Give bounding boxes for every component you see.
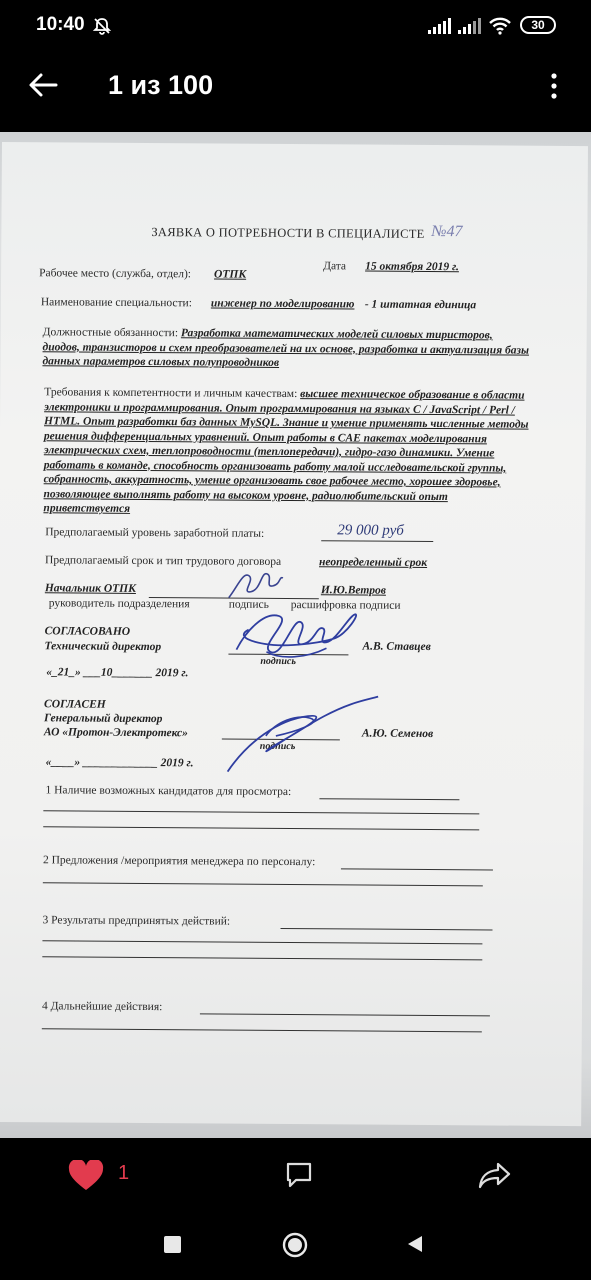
- battery-indicator: 30: [520, 16, 556, 34]
- general-director-name: А.Ю. Семенов: [361, 727, 434, 741]
- section-next-steps: 4 Дальнейшие действия:: [41, 1000, 163, 1014]
- system-navigation-bar: [0, 1210, 591, 1280]
- section-results: 3 Результаты предпринятых действий:: [42, 914, 231, 928]
- signal-icon-sim2: [458, 18, 482, 34]
- requirements-line: решения дифференциальных уравнений. Опыт работы в CAE пакетах моделирования: [43, 429, 487, 445]
- salary-value: 29 000 руб: [337, 522, 404, 539]
- back-arrow-icon[interactable]: [26, 70, 60, 100]
- workplace-label: Рабочее место (служба, отдел):: [39, 267, 192, 281]
- signature-caption-sign: подпись: [228, 598, 269, 611]
- contract-term-label: Предполагаемый срок и тип трудового договора: [45, 554, 282, 568]
- home-button[interactable]: [282, 1232, 308, 1258]
- requirements-line: HTML. Опыт разработки баз данных MySQL. Знание и умение применять численные методы: [44, 415, 529, 431]
- more-options-icon[interactable]: [544, 72, 564, 100]
- requirements-block: [43, 385, 574, 519]
- agreed-heading: СОГЛАСОВАНО: [44, 625, 131, 638]
- specialty-tail: - 1 штатная единица: [364, 298, 477, 312]
- wifi-icon: [488, 16, 512, 36]
- technical-director-title: Технический директор: [44, 640, 162, 654]
- specialty-label: Наименование специальности:: [40, 296, 192, 310]
- specialty-value: инженер по моделированию: [210, 297, 355, 311]
- photo-viewer[interactable]: [0, 132, 591, 1138]
- like-heart-icon[interactable]: [68, 1160, 104, 1192]
- document-number-note: №47: [431, 223, 463, 241]
- share-icon[interactable]: [478, 1160, 512, 1190]
- status-bar: [0, 0, 591, 52]
- notifications-off-icon: [92, 16, 112, 36]
- company-name: АО «Протон-Электротекс»: [43, 726, 188, 740]
- document-photo: [0, 142, 588, 1126]
- photo-actions-bar: [0, 1138, 591, 1210]
- general-director-title: Генеральный директор: [43, 712, 163, 726]
- duties-label: Должностные обязанности:: [42, 326, 179, 340]
- signature-caption-role: руководитель подразделения: [48, 597, 190, 611]
- requirements-line: высшее техническое образование в области: [300, 388, 525, 402]
- duties-line: диодов, транзисторов и схем преобразователей на их основе, разработка и актуализация базы: [42, 340, 530, 357]
- top-app-bar: [0, 52, 591, 132]
- signature-general-director: [206, 691, 383, 782]
- technical-director-sign-caption: подпись: [260, 655, 296, 668]
- requirements-line: электроники и программирования. Опыт программирования на языках C / JavaScript / Perl /: [44, 400, 515, 417]
- signature-caption-name: расшифровка подписи: [290, 599, 401, 612]
- salary-label: Предполагаемый уровень заработной платы:: [45, 526, 265, 540]
- signal-icon: [428, 18, 452, 34]
- duties-block: [42, 325, 572, 372]
- like-count: 1: [118, 1162, 130, 1184]
- general-director-date: «____» _____________ 2019 г.: [45, 756, 194, 770]
- status-time: 10:40: [36, 14, 85, 35]
- system-back-button[interactable]: [406, 1234, 424, 1254]
- department-head-signature-name: И.Ю.Ветров: [320, 584, 386, 597]
- signature-technical-director: [226, 606, 360, 673]
- requirements-line: электрических схем, теплопроводности (теплопередачи), гидро-газо динамики. Умение: [43, 444, 495, 460]
- general-director-sign-caption: подпись: [259, 740, 296, 753]
- section-candidates: 1 Наличие возможных кандидатов для просмотра:: [45, 784, 292, 799]
- requirements-line: работать в команде, способность организовать работу малой исследовательской группы,: [43, 458, 507, 475]
- technical-director-name: А.В. Ставцев: [362, 640, 431, 654]
- workplace-value: ОТПК: [214, 268, 247, 281]
- signature-department-head: [225, 568, 285, 608]
- requirements-label: Требования к компетентности и личным качествам:: [44, 386, 298, 401]
- requirements-line: позволяющее выполнять работу на высоком уровне, радиолюбительский опыт: [43, 487, 448, 503]
- requirements-line: собранность, аккуратность, умение организовать свое рабочее место, хорошее здоровье,: [43, 473, 501, 489]
- duties-line: Разработка математических моделей силовых тиристоров,: [180, 327, 493, 342]
- date-value: 15 октября 2019 г.: [365, 260, 459, 274]
- duties-line: данных параметров силовых полупроводников: [42, 355, 280, 369]
- document-heading: ЗАЯВКА О ПОТРЕБНОСТИ В СПЕЦИАЛИСТЕ: [151, 225, 425, 241]
- contract-term-value: неопределенный срок: [319, 556, 428, 569]
- approved-heading: СОГЛАСЕН: [44, 698, 106, 711]
- technical-director-date: «_21_» ___10_______ 2019 г.: [46, 666, 189, 680]
- photo-counter-title: 1 из 100: [108, 70, 214, 100]
- department-head: Начальник ОТПК: [44, 582, 136, 595]
- comment-icon[interactable]: [284, 1160, 314, 1190]
- section-hr-proposals: 2 Предложения /мероприятия менеджера по персоналу:: [42, 854, 316, 869]
- recent-apps-button[interactable]: [164, 1236, 181, 1253]
- requirements-line: приветствуется: [43, 502, 131, 515]
- date-label: Дата: [323, 260, 347, 273]
